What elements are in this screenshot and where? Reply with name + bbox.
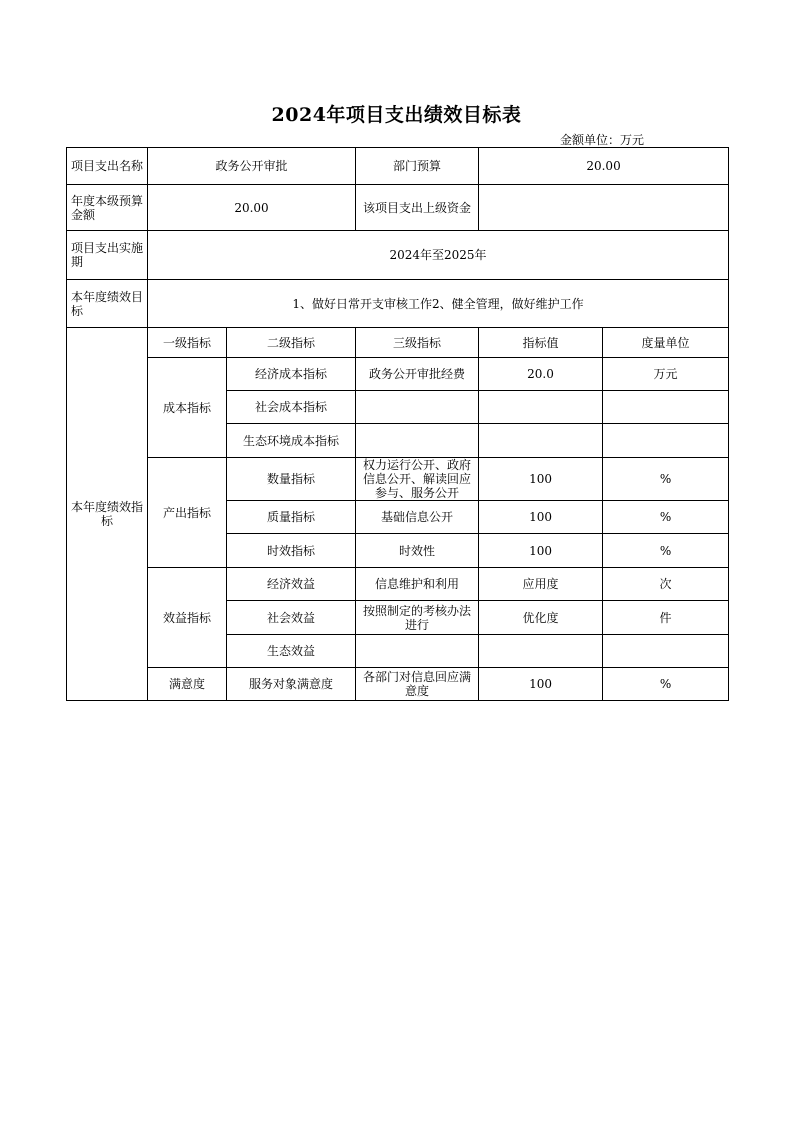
- level3-cell: [356, 391, 479, 424]
- annual-budget-row: [67, 185, 729, 231]
- indicator-header-row: [67, 328, 729, 358]
- unit-cell: %: [603, 458, 729, 501]
- table-row: [67, 458, 729, 501]
- goal-value: 1、做好日常开支审核工作2、健全管理，做好维护工作: [148, 280, 729, 328]
- value-cell: [479, 391, 603, 424]
- period-value: 2024年至2025年: [148, 231, 729, 280]
- table-row: [67, 668, 729, 701]
- header-level1: 一级指标: [148, 328, 227, 358]
- indicator-section-label: 本年度绩效指标: [67, 328, 148, 701]
- value-cell: 100: [479, 668, 603, 701]
- annual-budget-value: 20.00: [148, 185, 356, 231]
- upper-fund-label: 该项目支出上级资金: [356, 185, 479, 231]
- value-cell: [479, 424, 603, 458]
- period-label: 项目支出实施期: [67, 231, 148, 280]
- level3-cell: 基础信息公开: [356, 501, 479, 534]
- table-row: [67, 358, 729, 391]
- level2-cell: 社会成本指标: [227, 391, 356, 424]
- level2-cell: 生态效益: [227, 635, 356, 668]
- unit-cell: [603, 391, 729, 424]
- project-name-value: 政务公开审批: [148, 148, 356, 185]
- unit-cell: %: [603, 501, 729, 534]
- level3-cell: [356, 424, 479, 458]
- group-level1: 成本指标: [148, 358, 227, 458]
- level2-cell: 服务对象满意度: [227, 668, 356, 701]
- header-level3: 三级指标: [356, 328, 479, 358]
- goal-label: 本年度绩效目标: [67, 280, 148, 328]
- unit-cell: %: [603, 534, 729, 568]
- level2-cell: 时效指标: [227, 534, 356, 568]
- group-level1: 效益指标: [148, 568, 227, 668]
- level2-cell: 数量指标: [227, 458, 356, 501]
- unit-cell: [603, 635, 729, 668]
- value-cell: [479, 635, 603, 668]
- unit-cell: %: [603, 668, 729, 701]
- group-level1: 满意度: [148, 668, 227, 701]
- level2-cell: 社会效益: [227, 601, 356, 635]
- header-value: 指标值: [479, 328, 603, 358]
- level3-cell: 时效性: [356, 534, 479, 568]
- upper-fund-value: [479, 185, 729, 231]
- level3-cell: 政务公开审批经费: [356, 358, 479, 391]
- table-row: [67, 568, 729, 601]
- value-cell: 100: [479, 501, 603, 534]
- unit-cell: [603, 424, 729, 458]
- unit-cell: 万元: [603, 358, 729, 391]
- performance-target-table: [66, 147, 729, 701]
- group-level1: 产出指标: [148, 458, 227, 568]
- unit-cell: 次: [603, 568, 729, 601]
- dept-budget-value: 20.00: [479, 148, 729, 185]
- level3-cell: 权力运行公开、政府信息公开、解读回应参与、服务公开: [356, 458, 479, 501]
- value-cell: 20.0: [479, 358, 603, 391]
- unit-cell: 件: [603, 601, 729, 635]
- level3-cell: [356, 635, 479, 668]
- period-row: [67, 231, 729, 280]
- level2-cell: 生态环境成本指标: [227, 424, 356, 458]
- value-cell: 100: [479, 458, 603, 501]
- goal-row: [67, 280, 729, 328]
- project-name-label: 项目支出名称: [67, 148, 148, 185]
- dept-budget-label: 部门预算: [356, 148, 479, 185]
- value-cell: 优化度: [479, 601, 603, 635]
- header-level2: 二级指标: [227, 328, 356, 358]
- annual-budget-label: 年度本级预算金额: [67, 185, 148, 231]
- amount-unit-label: 金额单位：万元: [560, 133, 645, 147]
- page-title: 2024年项目支出绩效目标表: [271, 104, 522, 126]
- level3-cell: 按照制定的考核办法进行: [356, 601, 479, 635]
- level3-cell: 各部门对信息回应满意度: [356, 668, 479, 701]
- level2-cell: 质量指标: [227, 501, 356, 534]
- header-unit: 度量单位: [603, 328, 729, 358]
- level2-cell: 经济效益: [227, 568, 356, 601]
- value-cell: 应用度: [479, 568, 603, 601]
- project-name-row: [67, 148, 729, 185]
- value-cell: 100: [479, 534, 603, 568]
- level3-cell: 信息维护和利用: [356, 568, 479, 601]
- level2-cell: 经济成本指标: [227, 358, 356, 391]
